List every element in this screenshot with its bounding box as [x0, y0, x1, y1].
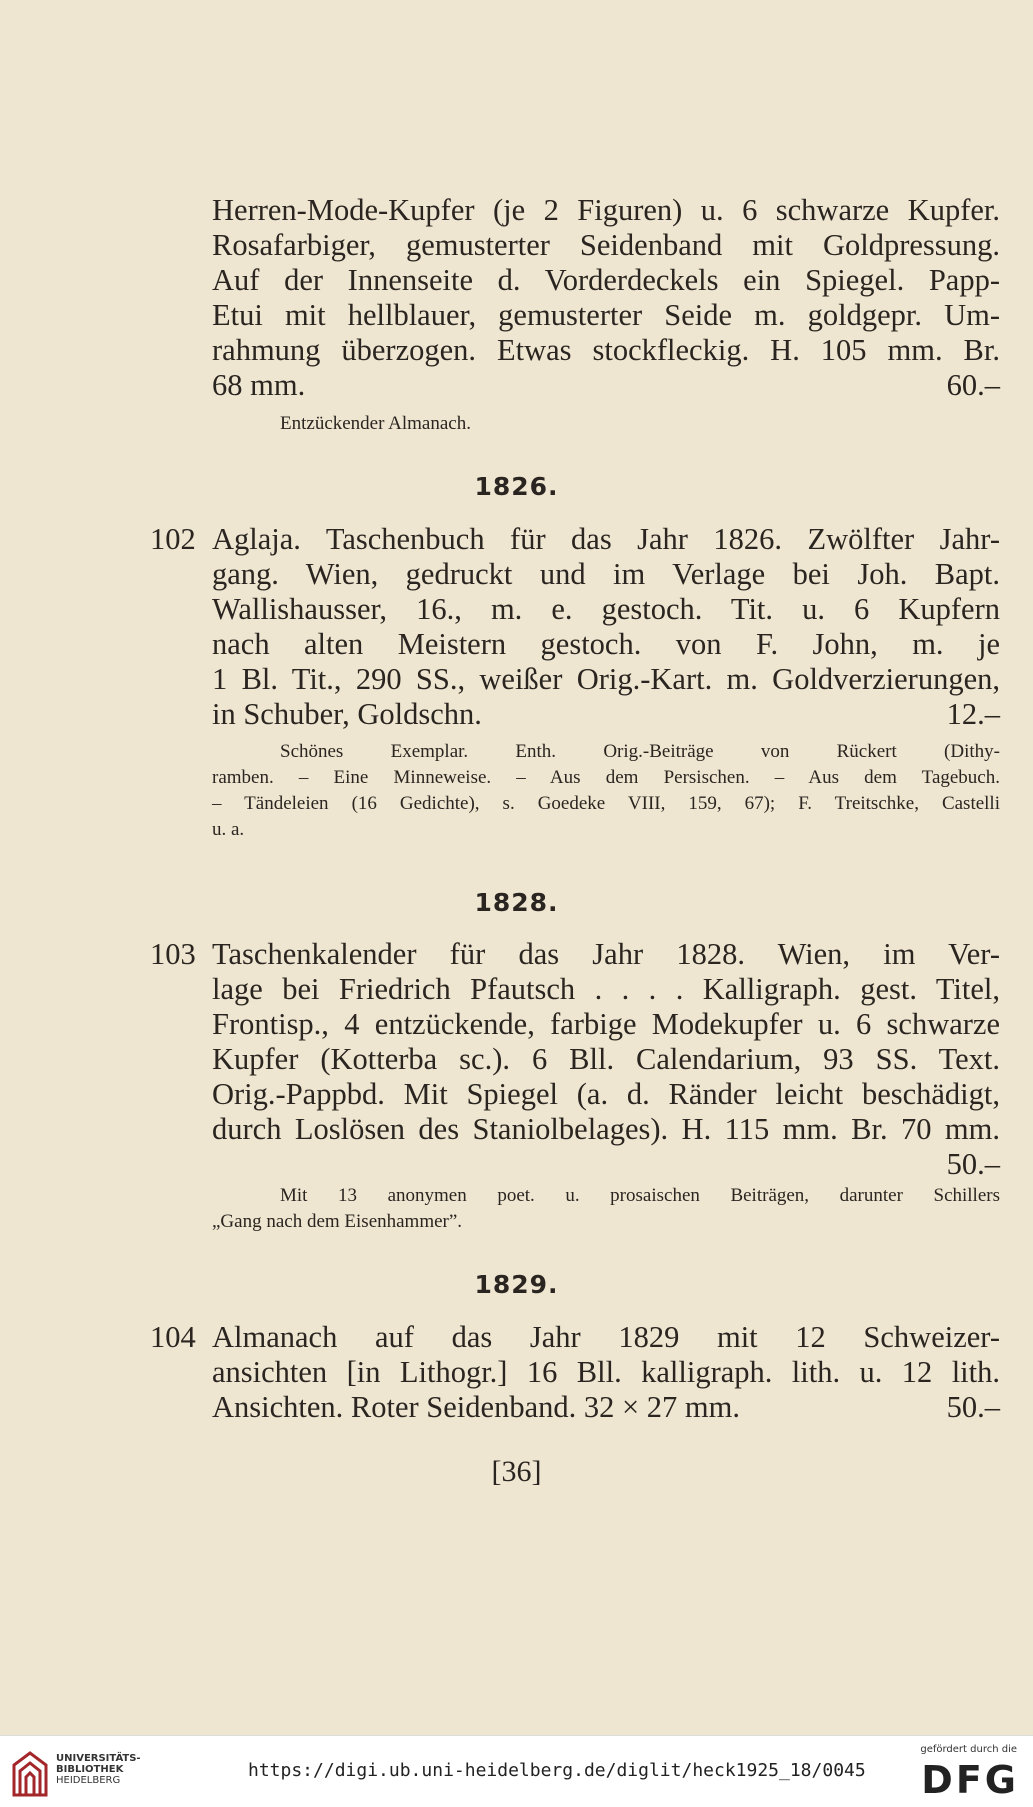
text-line: Orig.-Pappbd. Mit Spiegel (a. d. Ränder leicht beschädigt, — [212, 1077, 1000, 1111]
funding-caption: gefördert durch die — [920, 1744, 1017, 1755]
note-line: ramben. – Eine Minneweise. – Aus dem Persischen. – Aus dem Tagebuch. — [212, 767, 1000, 788]
entry-number: 102 — [150, 522, 196, 556]
year-heading-1829: 1829. — [474, 1270, 559, 1299]
price-line — [212, 697, 1000, 732]
page-number: [36] — [491, 1455, 542, 1488]
price: 60.– — [946, 368, 1000, 402]
entry-101-note — [212, 411, 1000, 437]
text-line: gang. Wien, gedruckt und im Verlage bei Joh. Bapt. — [212, 557, 1000, 591]
text-line: ansichten [in Lithogr.] 16 Bll. kalligraph. lith. u. 12 lith. — [212, 1355, 1000, 1389]
note-line: Mit 13 anonymen poet. u. prosaischen Beiträgen, darunter Schillers — [280, 1185, 1000, 1206]
price-line — [212, 1390, 1000, 1425]
text-line: Kupfer (Kotterba sc.). 6 Bll. Calendarium, 93 SS. Text. — [212, 1042, 1000, 1076]
note-line: Entzückender Almanach. — [280, 413, 471, 434]
library-name-line: HEIDELBERG — [56, 1775, 121, 1786]
entry-102-note — [212, 739, 1000, 843]
text-line: lage bei Friedrich Pfautsch . . . . Kalligraph. gest. Titel, — [212, 972, 1000, 1006]
text-line: Wallishausser, 16., m. e. gestoch. Tit. u. 6 Kupfern — [212, 592, 1000, 626]
text-line: Almanach auf das Jahr 1829 mit 12 Schweizer- — [212, 1320, 1000, 1354]
year-heading-1828: 1828. — [474, 888, 559, 917]
viewer-footer — [0, 1735, 1033, 1807]
note-line: – Tändeleien (16 Gedichte), s. Goedeke VIII, 159, 67); F. Treitschke, Castelli — [212, 793, 1000, 814]
note-line: Schönes Exemplar. Enth. Orig.-Beiträge von Rückert (Dithy- — [280, 741, 1000, 762]
text-line: durch Loslösen des Staniolbelages). H. 115 mm. Br. 70 mm. — [212, 1112, 1000, 1146]
text-line: Taschenkalender für das Jahr 1828. Wien, im Ver- — [212, 937, 1000, 971]
price: 50.– — [946, 1147, 1000, 1181]
library-name — [56, 1753, 141, 1786]
text-line: in Schuber, Goldschn. — [212, 697, 482, 731]
entry-102 — [150, 522, 1000, 732]
text-line: Rosafarbiger, gemusterter Seidenband mit Goldpressung. — [212, 228, 1000, 262]
price-line — [212, 1147, 1000, 1182]
note-line: u. a. — [212, 819, 245, 840]
text-line: 68 mm. — [212, 368, 306, 402]
text-line: Aglaja. Taschenbuch für das Jahr 1826. Zwölfter Jahr- — [212, 522, 1000, 556]
entry-number: 103 — [150, 937, 196, 971]
library-name-line: UNIVERSITÄTS- — [56, 1753, 141, 1764]
price-line — [212, 368, 1000, 403]
entry-104 — [150, 1320, 1000, 1425]
text-line: Ansichten. Roter Seidenband. 32 × 27 mm. — [212, 1390, 741, 1424]
price: 12.– — [946, 697, 1000, 731]
entry-101-continuation — [212, 193, 1000, 403]
note-line: „Gang nach dem Eisenhammer”. — [212, 1211, 463, 1232]
entry-103 — [150, 937, 1000, 1182]
entry-103-note — [212, 1183, 1000, 1235]
text-line: Etui mit hellblauer, gemusterter Seide m. goldgepr. Um- — [212, 298, 1000, 332]
entry-number: 104 — [150, 1320, 196, 1354]
text-line: Herren-Mode-Kupfer (je 2 Figuren) u. 6 schwarze Kupfer. — [212, 193, 1000, 227]
text-line: rahmung überzogen. Etwas stockfleckig. H. 105 mm. Br. — [212, 333, 1000, 367]
price: 50.– — [946, 1390, 1000, 1424]
text-line: 1 Bl. Tit., 290 SS., weißer Orig.-Kart. m. Goldverzierungen, — [212, 662, 1000, 696]
university-library-logo-icon — [10, 1751, 50, 1797]
text-line: Auf der Innenseite d. Vorderdeckels ein Spiegel. Papp- — [212, 263, 1000, 297]
year-heading-1826: 1826. — [474, 472, 559, 501]
library-name-line: BIBLIOTHEK — [56, 1764, 124, 1775]
text-line: nach alten Meistern gestoch. von F. John, m. je — [212, 627, 1000, 661]
dfg-logo: DFG — [921, 1758, 1019, 1802]
text-line: Frontisp., 4 entzückende, farbige Modekupfer u. 6 schwarze — [212, 1007, 1000, 1041]
permalink-url[interactable]: https://digi.ub.uni-heidelberg.de/diglit/heck1925_18/0045 — [248, 1760, 866, 1781]
